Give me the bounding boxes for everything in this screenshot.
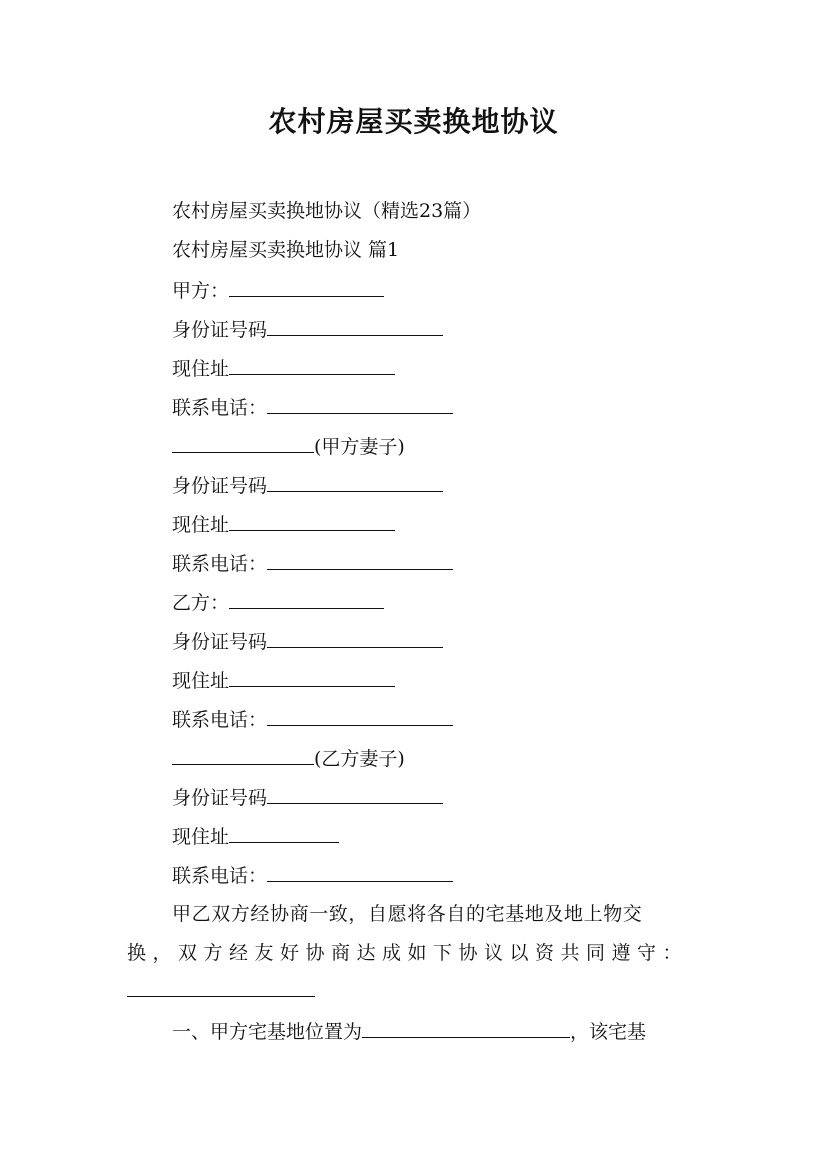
document-title: 农村房屋买卖换地协议: [268, 105, 559, 138]
intro-line-1: 甲乙双方经协商一致，自愿将各自的宅基地及地上物交: [172, 903, 643, 925]
party-b-blank: [229, 588, 384, 609]
address-label: 现住址: [172, 358, 230, 380]
phone-label: 联系电话：: [172, 865, 268, 887]
id-label: 身份证号码: [172, 787, 268, 809]
intro-line-2: 换，双方经友好协商达成如下协议以资共同遵守：: [127, 942, 689, 964]
spouse-b-label: (乙方妻子): [314, 748, 405, 770]
id-blank: [267, 471, 443, 492]
intro-blank: [127, 996, 315, 997]
clause-1-start: 一、甲方宅基地位置为: [172, 1021, 363, 1043]
phone-line: [172, 549, 453, 577]
address-blank: [229, 510, 395, 531]
id-blank: [267, 627, 443, 648]
clause-1: [172, 1017, 646, 1045]
phone-label: 联系电话：: [172, 397, 268, 419]
phone-line: [172, 705, 453, 733]
phone-label: 联系电话：: [172, 553, 268, 575]
subtitle: 农村房屋买卖换地协议（精选23篇）: [172, 200, 482, 222]
phone-label: 联系电话：: [172, 709, 268, 731]
phone-blank: [267, 393, 453, 414]
clause-1-end: ，该宅基: [570, 1021, 647, 1043]
address-blank: [229, 666, 395, 687]
address-line: [172, 510, 395, 538]
spouse-a-blank: [172, 432, 314, 453]
id-line: [172, 471, 443, 499]
id-label: 身份证号码: [172, 319, 268, 341]
clause-1-blank: [362, 1017, 570, 1038]
address-label: 现住址: [172, 514, 230, 536]
id-blank: [267, 783, 443, 804]
address-line: [172, 666, 395, 694]
phone-line: [172, 861, 453, 889]
section-heading: 农村房屋买卖换地协议 篇1: [172, 239, 400, 261]
address-blank: [229, 822, 339, 843]
spouse-a-label: (甲方妻子): [314, 436, 405, 458]
phone-blank: [267, 861, 453, 882]
party-b-label: 乙方：: [172, 592, 230, 614]
id-blank: [267, 315, 443, 336]
address-label: 现住址: [172, 826, 230, 848]
party-a-line: [172, 276, 384, 304]
phone-line: [172, 393, 453, 421]
phone-blank: [267, 705, 453, 726]
id-line: [172, 315, 443, 343]
spouse-b-blank: [172, 744, 314, 765]
spouse-b-line: [172, 744, 405, 772]
party-a-blank: [229, 276, 384, 297]
party-b-line: [172, 588, 384, 616]
id-label: 身份证号码: [172, 475, 268, 497]
address-label: 现住址: [172, 670, 230, 692]
id-line: [172, 627, 443, 655]
address-line: [172, 822, 339, 850]
address-line: [172, 354, 395, 382]
party-a-label: 甲方：: [172, 280, 230, 302]
spouse-a-line: [172, 432, 405, 460]
phone-blank: [267, 549, 453, 570]
id-label: 身份证号码: [172, 631, 268, 653]
id-line: [172, 783, 443, 811]
address-blank: [229, 354, 395, 375]
